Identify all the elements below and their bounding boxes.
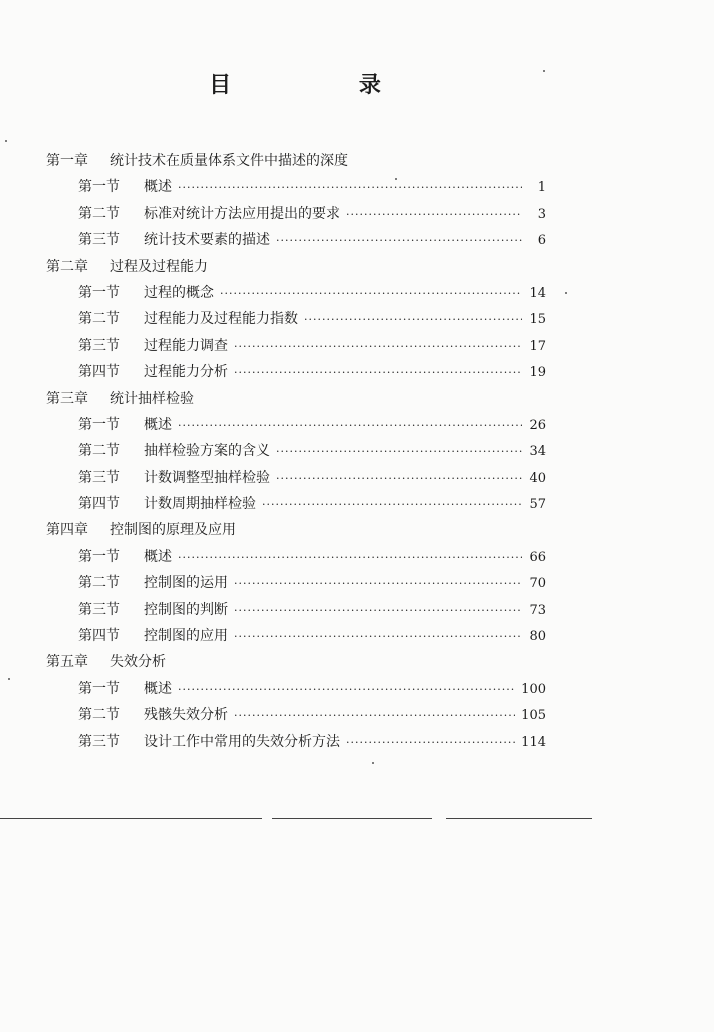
- toc-entry[interactable]: [46, 227, 546, 253]
- section-title: 计数调整型抽样检验: [144, 469, 270, 486]
- section-title: 设计工作中常用的失效分析方法: [144, 733, 340, 750]
- toc-entry[interactable]: [46, 676, 546, 702]
- section-number: 第二节: [78, 205, 120, 222]
- rule-gap: [262, 816, 272, 820]
- toc-entry[interactable]: [46, 174, 546, 200]
- toc-entry[interactable]: [46, 412, 546, 438]
- chapter-number: 第三章: [46, 390, 88, 407]
- page-number: 73: [529, 602, 546, 618]
- section-number: 第四节: [78, 364, 120, 381]
- section-title: 过程能力调查: [144, 337, 228, 354]
- dot-leader: [304, 307, 522, 333]
- section-title: 计数周期抽样检验: [144, 496, 256, 513]
- scan-speck: [565, 292, 567, 294]
- toc-entry[interactable]: [46, 306, 546, 332]
- section-number: 第一节: [78, 548, 120, 565]
- dot-leader: [234, 598, 522, 624]
- dot-leader: [234, 571, 522, 597]
- scan-speck: [372, 762, 374, 764]
- dot-leader: [178, 175, 522, 201]
- bottom-rule: [0, 818, 592, 819]
- section-title: 过程能力分析: [144, 364, 228, 381]
- page-number: 14: [529, 285, 546, 301]
- page-number: 80: [529, 629, 546, 645]
- toc-entry[interactable]: [46, 597, 546, 623]
- chapter-title: 过程及过程能力: [110, 258, 208, 275]
- section-number: 第三节: [78, 232, 120, 249]
- section-title: 控制图的运用: [144, 575, 228, 592]
- section-number: 第一节: [78, 680, 120, 697]
- chapter-heading: [46, 386, 546, 412]
- dot-leader: [276, 466, 522, 492]
- toc-entry[interactable]: [46, 201, 546, 227]
- chapter-heading: [46, 254, 546, 280]
- section-title: 残骸失效分析: [144, 707, 228, 724]
- chapter-title: 控制图的原理及应用: [110, 522, 236, 539]
- section-title: 概述: [144, 548, 172, 565]
- section-title: 抽样检验方案的含义: [144, 443, 270, 460]
- section-title: 过程的概念: [144, 284, 214, 301]
- chapter-number: 第二章: [46, 258, 88, 275]
- chapter-number: 第四章: [46, 522, 88, 539]
- section-number: 第二节: [78, 707, 120, 724]
- page-number: 70: [529, 576, 546, 592]
- section-number: 第一节: [78, 179, 120, 196]
- section-title: 统计技术要素的描述: [144, 232, 270, 249]
- toc-entry[interactable]: [46, 333, 546, 359]
- dot-leader: [178, 545, 522, 571]
- section-number: 第二节: [78, 311, 120, 328]
- section-number: 第三节: [78, 733, 120, 750]
- section-number: 第四节: [78, 496, 120, 513]
- toc-entry[interactable]: [46, 702, 546, 728]
- scan-speck: [395, 178, 397, 180]
- page-number: 66: [529, 549, 546, 565]
- section-title: 过程能力及过程能力指数: [144, 311, 298, 328]
- dot-leader: [178, 413, 522, 439]
- chapter-title: 统计技术在质量体系文件中描述的深度: [110, 153, 348, 169]
- chapter-heading: [46, 148, 546, 174]
- toc-entry[interactable]: [46, 729, 546, 755]
- chapter-number: 第一章: [46, 153, 88, 169]
- page-title: 目 录: [209, 73, 441, 98]
- page-number: 17: [529, 338, 546, 354]
- chapter-heading: [46, 517, 546, 543]
- page-number: 40: [529, 470, 546, 486]
- chapter-title: 失效分析: [110, 654, 166, 671]
- page-number: 34: [529, 444, 546, 460]
- toc-entry[interactable]: [46, 544, 546, 570]
- dot-leader: [276, 228, 522, 254]
- rule-gap: [432, 816, 446, 820]
- scan-speck: [8, 678, 10, 680]
- page-number: 105: [521, 708, 546, 724]
- dot-leader: [346, 730, 515, 756]
- page-number: 1: [537, 180, 546, 196]
- table-of-contents: [46, 148, 546, 755]
- section-number: 第四节: [78, 628, 120, 645]
- dot-leader: [234, 334, 522, 360]
- page-number: 3: [537, 206, 546, 222]
- page-number: 100: [521, 681, 546, 697]
- section-number: 第三节: [78, 337, 120, 354]
- dot-leader: [234, 360, 522, 386]
- toc-entry[interactable]: [46, 280, 546, 306]
- section-number: 第一节: [78, 284, 120, 301]
- section-number: 第二节: [78, 443, 120, 460]
- chapter-title: 统计抽样检验: [110, 390, 194, 407]
- page-number: 114: [521, 734, 546, 750]
- page-number: 19: [529, 365, 546, 381]
- section-title: 概述: [144, 680, 172, 697]
- section-title: 控制图的判断: [144, 601, 228, 618]
- page-number: 26: [529, 417, 546, 433]
- dot-leader: [234, 624, 522, 650]
- page-number: 6: [537, 233, 546, 249]
- section-number: 第一节: [78, 416, 120, 433]
- section-number: 第三节: [78, 601, 120, 618]
- chapter-number: 第五章: [46, 654, 88, 671]
- dot-leader: [178, 677, 515, 703]
- scan-speck: [543, 70, 545, 72]
- dot-leader: [234, 703, 515, 729]
- section-title: 概述: [144, 416, 172, 433]
- dot-leader: [220, 281, 522, 307]
- page-number: 15: [529, 312, 546, 328]
- section-title: 控制图的应用: [144, 628, 228, 645]
- dot-leader: [262, 492, 522, 518]
- toc-entry[interactable]: [46, 491, 546, 517]
- toc-entry[interactable]: [46, 359, 546, 385]
- toc-entry[interactable]: [46, 465, 546, 491]
- dot-leader: [276, 439, 522, 465]
- chapter-heading: [46, 649, 546, 675]
- section-title: 标准对统计方法应用提出的要求: [144, 205, 340, 222]
- toc-entry[interactable]: [46, 623, 546, 649]
- dot-leader: [346, 202, 522, 228]
- section-number: 第二节: [78, 575, 120, 592]
- section-title: 概述: [144, 179, 172, 196]
- scan-speck: [5, 140, 7, 142]
- section-number: 第三节: [78, 469, 120, 486]
- toc-entry[interactable]: [46, 570, 546, 596]
- toc-entry[interactable]: [46, 438, 546, 464]
- page-number: 57: [529, 497, 546, 513]
